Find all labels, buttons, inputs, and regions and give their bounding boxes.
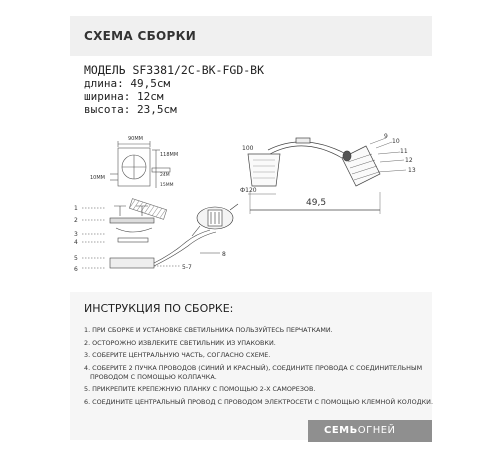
lamp-socket [343, 151, 351, 161]
mounting-bar [110, 218, 154, 223]
instructions-list [84, 326, 433, 410]
instruction-step: 3. СОБЕРИТЕ ЦЕНТРАЛЬНУЮ ЧАСТЬ, СОГЛАСНО СХЕМЕ. [84, 351, 271, 359]
hatched-bar-drawing [129, 199, 166, 220]
dim-label-right: 118MM [160, 152, 179, 158]
lamp-side-view [248, 138, 406, 214]
instructions-title: ИНСТРУКЦИЯ ПО СБОРКЕ: [84, 302, 234, 315]
instruction-sheet [70, 0, 432, 450]
canopy-plate [118, 238, 148, 242]
part-number: 5 [74, 255, 78, 262]
part-number: 3 [74, 231, 78, 238]
wire-loop [116, 228, 152, 232]
dim-label-diameter: Ф120 [240, 187, 257, 194]
dim-label-top: 90MM [128, 136, 143, 142]
instruction-step: 6. СОЕДИНИТЕ ЦЕНТРАЛЬНЫЙ ПРОВОД С ПРОВОДОМ ЭЛЕКТРОСЕТИ С ПОМОЩЬЮ КЛЕМНОЙ КОЛОДКИ. [84, 397, 433, 406]
part-number: 10 [392, 138, 400, 145]
instruction-step: 4. СОБЕРИТЕ 2 ПУЧКА ПРОВОДОВ (СИНИЙ И КРАСНЫЙ), СОЕДИНИТЕ ПРОВОДА С СОЕДИНИТЕЛЬНЫМ [84, 363, 423, 372]
part-number: 1 [74, 205, 78, 212]
part-number: 9 [384, 133, 388, 140]
spec-block [84, 64, 264, 116]
header-band [70, 16, 432, 56]
assembly-drawings [70, 130, 432, 290]
mount-bar-side [152, 168, 170, 172]
wire-bundle [154, 230, 210, 263]
arm-center-mount [296, 138, 310, 143]
canopy-base [110, 258, 154, 268]
part-number-57: 5-7 [182, 264, 192, 271]
dim-label-small1: 24M [160, 173, 170, 178]
part-number: 11 [400, 148, 408, 155]
instruction-step: 2. ОСТОРОЖНО ИЗВЛЕКИТЕ СВЕТИЛЬНИК ИЗ УПАКОВКИ. [84, 338, 276, 347]
part-number: 4 [74, 239, 78, 246]
part-number: 12 [405, 157, 413, 164]
dim-label-shade: 100 [242, 145, 254, 152]
brand-footer [308, 420, 432, 442]
screw-left [114, 206, 126, 216]
part-number: 13 [408, 167, 416, 174]
lamp-arm [268, 142, 346, 154]
part-number: 6 [74, 266, 78, 273]
brand-part2: ОГНЕЙ [357, 425, 396, 436]
instruction-step: 5. ПРИКРЕПИТЕ КРЕПЕЖНУЮ ПЛАНКУ С ПОМОЩЬЮ 2-Х САМОРЕЗОВ. [84, 385, 316, 393]
dim-label-small2: 15MM [160, 183, 174, 188]
left-shade [248, 154, 280, 186]
model-name: МОДЕЛЬ SF3381/2C-BK-FGD-BK [84, 63, 265, 77]
instruction-step: 1. ПРИ СБОРКЕ И УСТАНОВКЕ СВЕТИЛЬНИКА ПОЛЬЗУЙТЕСЬ ПЕРЧАТКАМИ. [84, 326, 333, 334]
spec-height: высота: 23,5см [84, 103, 177, 116]
spec-width: ширина: 12см [84, 90, 164, 103]
wire-bundle [154, 232, 216, 266]
brand-logo [324, 425, 396, 436]
span-label: 49,5 [306, 198, 327, 208]
part-number: 2 [74, 217, 78, 224]
dim-label-left: 10MM [90, 175, 105, 181]
terminal-block-drawing [192, 204, 238, 236]
spec-length: длина: 49,5см [84, 77, 171, 90]
instruction-step-continued: ПРОВОДОМ С ПОМОЩЬЮ КОЛПАЧКА. [90, 372, 217, 381]
instructions-section [70, 292, 432, 440]
part-number-8: 8 [222, 251, 226, 258]
page-title: СХЕМА СБОРКИ [84, 29, 197, 43]
brand-part1: СЕМЬ [324, 425, 358, 436]
mounting-plate-drawing [110, 141, 170, 188]
